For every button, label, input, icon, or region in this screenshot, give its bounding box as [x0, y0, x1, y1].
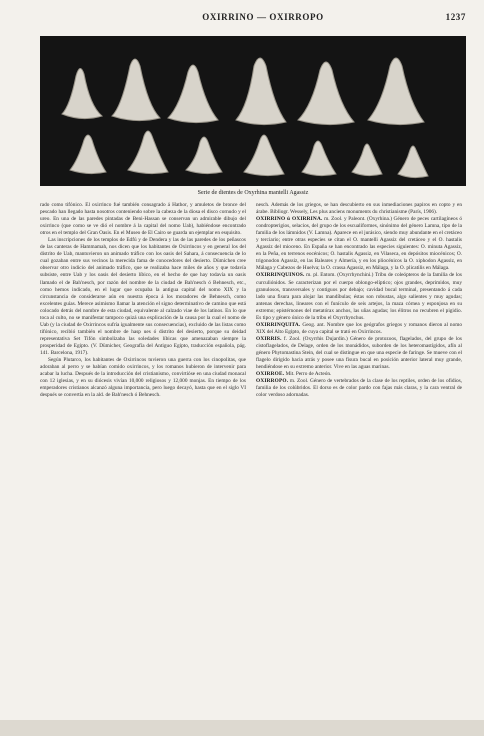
entry-headword: OXIRROPO. [256, 378, 289, 385]
entry-text: m. Zool. y Paleont. (Oxyrhina.) Género de peces cartilagíneos ó condropterigios, selacios, del grupo de los escualiformes, sinónimo del género Lamna, tipo de la familia de los lámnidos (V. Lamna). Aparece en el jurásico, siendo muy abundante en el cretáceo y terciario; entre otras especies se citan el O. mantelli Agassiz del cretáceo y el O. hastalis Agassiz del mioceno. En España se han encontrado las especies siguientes: O. minuta Agassiz, en la Peña, en terrenos eocénicos; O. hastalis Agassiz, en Vilaseca, en depósitos miocénicos; O. trigonodon Agassiz, en las Baleares y Almería, y en los pliocénicos la O. xiphodon Agassiz, en Málaga y Cabezos de Huelva; la O. crassa Agassiz, en Málaga, y la O. plicatilis en Málaga. [256, 216, 462, 272]
entry-headword: OXIRROE. [256, 371, 285, 378]
entry-headword: OXIRRINQUITA. [256, 321, 301, 328]
entry-text: Geog. ant. Nombre que los geógrafos griegos y romanos dieron al nomo XIX del Alto Egipto, de cuya capital se trató en Oxirrincos. [256, 321, 462, 335]
paragraph: Las inscripciones de los templos de Edfú y de Dendera y las de las paredes de los peñascos de las canteras de Hammamah, nos dicen que los habitantes de Oxirrincos y en general los del distrito de Uab, mantuvieron un animado tráfico con los oasis del Sahara, á consecuencia de lo cual gozaban entre sus vecinos la merecida fama de conocedores del desierto. Dümichen cree observar otro indicio del animado tráfico, que se realizaba hace miles de años y que todavía subsiste, entre Uab y los oasis del desierto líbico, en el hecho de que hay todavía un oasis llamado el de Bah'nesch, por razón del nombre de la ciudad de Bah'nesch ó Behnesch, etc., como hemos indicado, en el lugar que ocupaba la antigua capital del nomo XIX y la circunstancia de considerarse aún en nuestra época á los moradores de Behnesch, como excelentes guías. Merece asimismo llamar la atención el signo determinativo de camino que está colocado detrás del nombre de esta ciudad, equivalente al calzado viae de los latinos. En lo que toca al culto, no se manifestar tampoco quizá una explicación de la causa por la cual el nomo de Uab (y la ciudad de Oxirrincos sufría igualmente sus consecuencias), excluido de las listas como tifónico, recibió también el nombre de hasp ues ó distrito del desierto, porque su deidad representativa Set Tifón simbolizaba las soledades líbicas que amenazaban siempre la prosperidad de Egipto. (V. Dümicher, Geografía del Antiguo Egipto, traducción española, pág. 141. Barcelona, 1917). [40, 237, 246, 356]
plate-caption: Serie de dientes de Oxyrhina mantelli Agassiz [197, 190, 309, 196]
header-title: OXIRRINO — OXIRROPO [202, 12, 324, 22]
dictionary-entry [256, 322, 462, 336]
entry-text: m. pl. Entom. (Oxyrrhynchini.) Tribu de coleópteros de la familia de los curculiónidos. Se caracterizan por el cuerpo oblongo-elíptico; ojos grandes, deprimidos, muy granulosos, transversales y contiguos por debajo; cavidad bucal terminal, presentando á cada lado una fisura para alojar las mandíbulas; éstas son robustas, algo salientes y muy agudas; antenas derechas, lineares con el funículo de seis artejos, la maza córnea y esponjosa en su extremo; epistérnones del metatórax anchos, las uñas agudas; los élitros no recubren el pigidio. Es tipo y género único de la tribu el Oxyrrhynchus. [256, 272, 462, 321]
running-header [60, 12, 466, 26]
entry-text: f. Zool. (Oxyrrhis Dujardin.) Género de protozoos, flagelados, del grupo de los cistoflagelados, de Delage, orden de los monádidos, suborden de los heteromastígidos, afín al género Phytomastina Stein, del cual se distingue en que una especie de faringe. Se mueve con el flagelo dirigido hacia atrás y posee una fisura bucal en posición anterior lateral muy grande, hendiéndose en su extremo anterior. Vive en las aguas marinas. [256, 335, 462, 371]
photo-plate-shark-teeth [40, 36, 466, 186]
entry-headword: OXIRRIS. [256, 335, 282, 342]
entry-text: m. Zool. Género de vertebrados de la clase de los reptiles, orden de los ofidios, familia de los colúbridos. El dorso es de color pardo con fajas más claras, y la cara ventral de color verdoso adornadas. [256, 378, 462, 399]
paragraph: rado como tifónico. El oxirrinco fué también consagrado á Hathor, y amuletos de bronce del pescado han llegado hasta nosotros conteniendo sobre la cabeza de la diosa el disco cornudo y el ureo. En una de las paredes pintadas de Beni-Hassan se conservan un admirable dibujo del oxirrinco (que como se ve dió el nombre á la capital del nomo Uab), habiéndose encontrado otros en el templo del Gran Oasis. En el Museo de El Cairo se guarda un ejemplar en esquisito. [40, 202, 246, 237]
dictionary-entry [256, 272, 462, 321]
right-column [256, 202, 462, 708]
page-number: 1237 [445, 12, 466, 22]
page-footer-margin [0, 720, 484, 736]
paragraph: nesch. Además de los griegos, se han descubierto en sus inmediaciones papiros en copto y en árabe. Bibliogr. Wessely, Les plus anciens monuments du christianisme (París, 1906). [256, 202, 462, 216]
paragraph: Según Plutarco, los habitantes de Oxirrincos tuvieron una guerra con los cinopolitas, que adoraban al perro y se habían comido oxirrincos, y los romanos hubieron de intervenir para acabar la lucha. Después de la introducción del cristianismo, convirtióse en una ciudad monacal con 12 iglesias, y en su diócesis vivían 10,000 religiosos y 12,000 monjas. En tiempo de los emperadores cristianos alcanzó alguna importancia, pero luego decayó, hasta que en el siglo VI después se convertía en la ald. de Bah'nesch ó Behnesch. [40, 357, 246, 399]
dictionary-entry [256, 336, 462, 371]
entry-headword: OXIRRINQUINOS. [256, 272, 305, 279]
entry-text: Mit. Perro de Acteón. [284, 371, 332, 378]
entry-headword: OXIRRINO ú OXIRRINA. [256, 216, 323, 223]
dictionary-entry [256, 378, 462, 399]
dictionary-entry [256, 216, 462, 272]
left-column [40, 202, 246, 708]
